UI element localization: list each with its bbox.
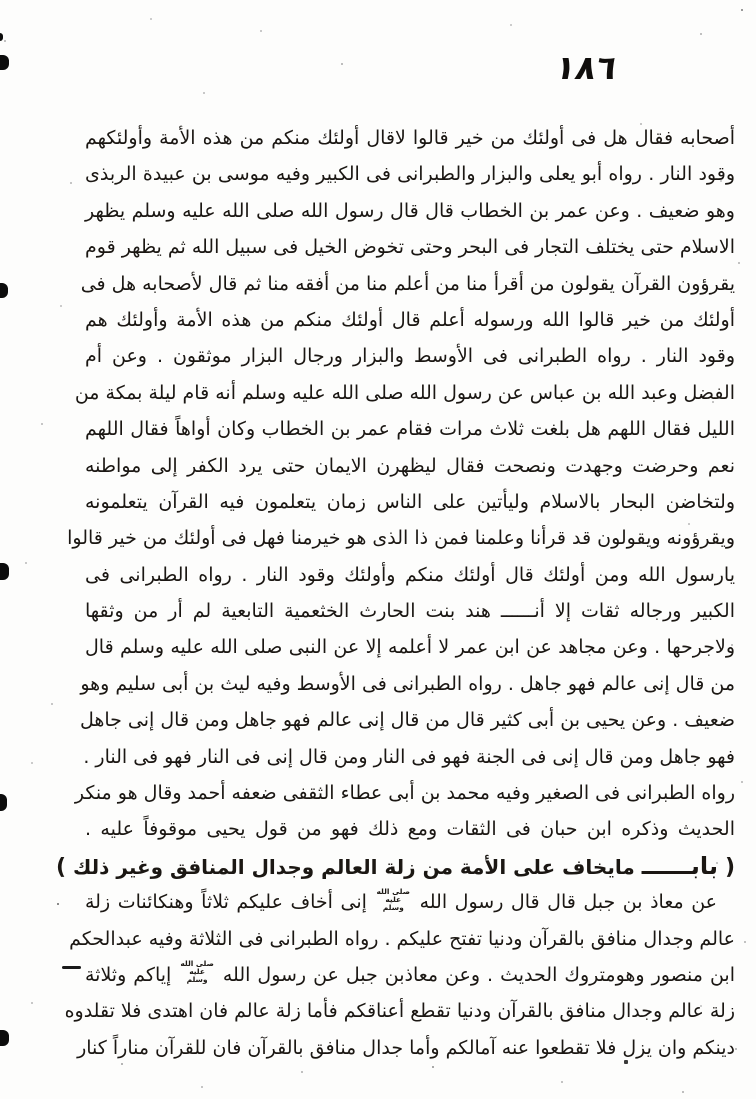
text-line: يارسول الله ومن أولئك قال أولئك منكم وأولئك وقود النار . رواه الطبرانى فى [85, 563, 735, 586]
text-line: زلة عالم وجدال منافق بالقرآن ودنيا تقطع أعناقكم فأما زلة عالم فان اهتدى فلا تقلدوه [64, 1000, 735, 1023]
salla-row: صلى الله [376, 886, 410, 896]
text-line [85, 884, 735, 920]
heading-close-paren: ) [55, 854, 67, 880]
text-line [85, 957, 735, 993]
text-line: فهو جاهل ومن قال إنى فى الجنة فهو فى النار ومن قال إنى فى النار فهو فى النار . [83, 745, 735, 768]
text-segment: ابن منصور وهومتروك الحديث . وعن معاذبن جبل عن رسول الله [222, 963, 735, 986]
text-line: وقود النار . رواه أبو يعلى والبزار والطبرانى فى الكبير وفيه موسى بن عبيدة الربذى [85, 163, 735, 186]
text-line: الاسلام حتى يختلف التجار فى البحر وحتى تخوض الخيل فى سبيل الله ثم يظهر قوم [85, 236, 735, 259]
salla-calligraphy-roundel [180, 960, 214, 984]
text-segment: إياكم وثلاثة [85, 963, 172, 986]
text-line: ولتخاضن البحار بالاسلام وليأتين على الناس زمان يتعلمون فيه القرآن يتعلمونه [85, 490, 735, 513]
text-line: عالم وجدال منافق بالقرآن ودنيا تفتح عليكم . رواه الطبرانى فى الثلاثة وفيه عبدالحكم [69, 927, 735, 950]
ink-blob [0, 563, 9, 580]
text-segment: إنى أخاف عليكم ثلاثاً وهنكائنات زلة [85, 891, 367, 914]
text-line: يقرؤون القرآن يقولون من أقرأ منا من أعلم منا من أفقه منا ثم قال لأصحابه هل فى [80, 272, 735, 295]
text-line: ولاجرحها . وعن مجاهد عن ابن عمر لا أعلمه إلا عن النبى صلى الله عليه وسلم قال [85, 636, 735, 659]
heading-open-paren: ( [724, 854, 735, 880]
text-line: وقود النار . رواه الطبرانى فى الأوسط والبزار ورجال البزار موثقون . وعن أم [85, 345, 735, 368]
heading-text: مايخاف على الأمة من زلة العالم وجدال المنافق وغير ذلك [73, 854, 635, 879]
ink-blob [0, 55, 9, 70]
text-line: الفضل وعبد الله بن عباس عن رسول الله صلى الله عليه وسلم أنه قام ليلة بمكة من [74, 381, 735, 404]
text-line: ضعيف . وعن يحيى بن أبى كثير قال من قال إنى عالم فهو جاهل ومن قال إنى جاهل [79, 709, 735, 732]
text-line: الحديث وذكره ابن حبان فى الثقات ومع ذلك فهو من قول يحيى موقوفاً عليه . [85, 818, 735, 841]
salla-row: عليه [189, 967, 205, 977]
text-line: من قال إنى عالم فهو جاهل . رواه الطبرانى فى الأوسط وفيه ليث بن أبى سليم وهو [80, 672, 735, 695]
text-line: دينكم وان يزل فلا تقطعوا عنه آمالكم وأما جدال منافق بالقرآن فان للقرآن مناراً كنار [77, 1036, 735, 1059]
text-line: الليل فقال اللهم هل بلغت ثلاث مرات فقام عمر بن الخطاب وكان أواهاً فقال اللهم [85, 418, 735, 441]
salla-row: وسلم [186, 975, 208, 985]
text-line: الكبير ورجاله ثقات إلا أنــــــ هند بنت الحارث الخثعمية التابعية لم أر من وثقها [85, 600, 735, 623]
salla-calligraphy-roundel [376, 888, 410, 912]
margin-dash [62, 966, 81, 969]
ink-blob [0, 283, 8, 298]
ink-blob [0, 1030, 9, 1046]
text-block [55, 120, 735, 1066]
chapter-heading [55, 848, 735, 884]
heading-bab-word: بابــــــ [641, 851, 718, 880]
text-line: أصحابه فقال هل فى أولئك من خير قالوا لاقال أولئك منكم من هذه الأمة وأولئكهم [85, 127, 735, 149]
text-line: وهو ضعيف . وعن عمر بن الخطاب قال قال رسول الله صلى الله عليه وسلم يظهر [85, 199, 735, 222]
text-line: رواه الطبرانى فى الصغير وفيه محمد بن أبى عطاء الثقفى ضعفه أحمد وقال هو منكر [74, 782, 735, 805]
text-segment: عن معاذ بن جبل قال قال رسول الله [419, 891, 718, 914]
text-line: نعم وحرضت وجهدت ونصحت فقال ليظهرن الايمان حتى يرد الكفر إلى مواطنه [85, 454, 735, 477]
ink-blob [0, 794, 7, 811]
salla-row: صلى الله [180, 959, 214, 969]
text-line: أولئك من خير قالوا الله ورسوله أعلم قال أولئك منكم من هذه الأمة وأولئك هم [85, 308, 735, 331]
page-number: ١٨٦ [551, 48, 621, 87]
ink-blob [0, 33, 3, 41]
salla-row: وسلم [382, 902, 404, 912]
scan-noise-specks [0, 0, 2, 2]
salla-row: عليه [385, 894, 402, 904]
text-line: ويقرؤونه ويقولون قد قرأنا وعلمنا فمن ذا الذى هو خيرمنا فهل فى أولئك من خير قالوا [67, 527, 735, 550]
